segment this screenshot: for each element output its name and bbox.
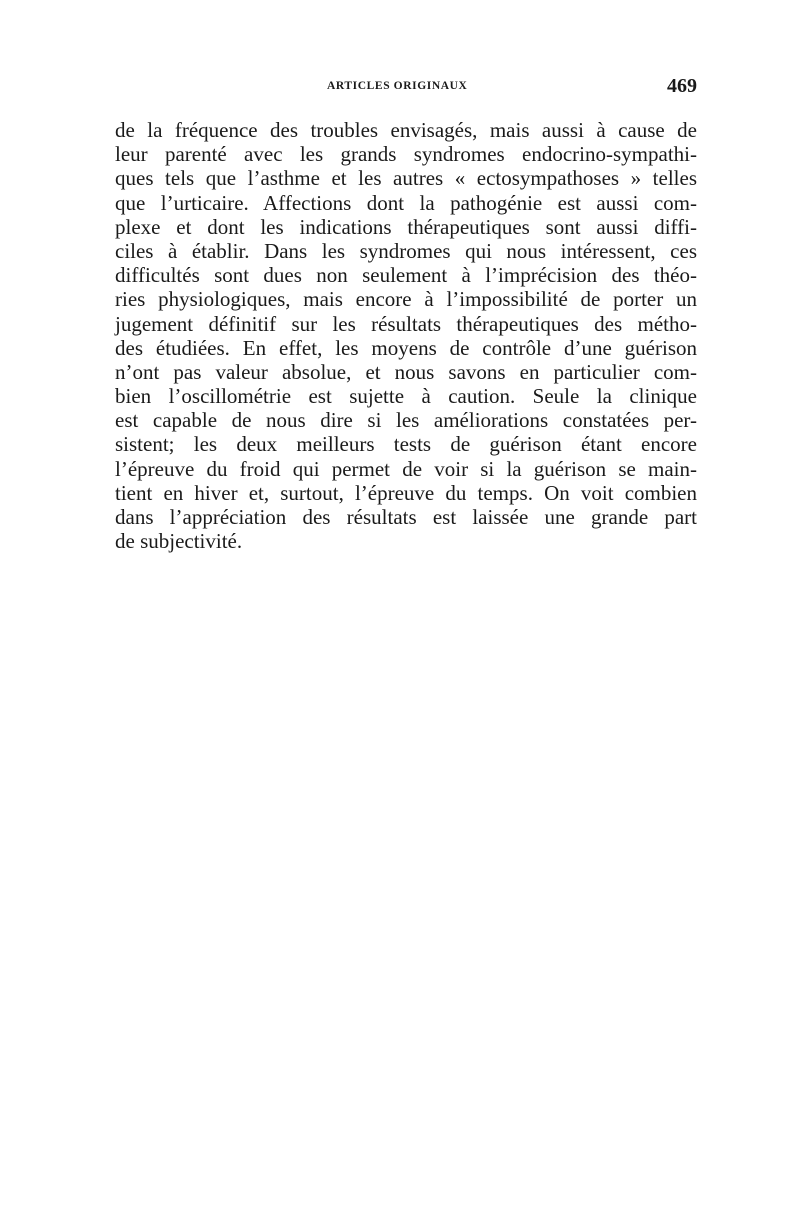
text-line: de la fréquence des troubles envisagés, mais aussi à cause de bbox=[115, 118, 697, 142]
text-line: que l’urticaire. Affections dont la pathogénie est aussi com- bbox=[115, 190, 697, 215]
text-line: sistent; les deux meilleurs tests de guérison étant encore bbox=[115, 432, 697, 457]
page-header bbox=[115, 75, 697, 100]
text-line: dans l’appréciation des résultats est laissée une grande part bbox=[115, 505, 697, 529]
text-line: est capable de nous dire si les améliorations constatées per- bbox=[115, 408, 697, 433]
text-line: jugement définitif sur les résultats thérapeutiques des métho- bbox=[115, 311, 697, 336]
text-line: difficultés sont dues non seulement à l’imprécision des théo- bbox=[115, 263, 697, 288]
text-line: l’épreuve du froid qui permet de voir si la guérison se main- bbox=[115, 456, 697, 481]
text-line: leur parenté avec les grands syndromes endocrino-sympathi- bbox=[115, 142, 697, 167]
text-line: de subjectivité. bbox=[115, 529, 243, 554]
text-line: ries physiologiques, mais encore à l’impossibilité de porter un bbox=[115, 287, 697, 312]
page-number: 469 bbox=[667, 75, 697, 97]
text-line: ques tels que l’asthme et les autres « ectosympathoses » telles bbox=[115, 166, 697, 191]
running-head: ARTICLES ORIGINAUX bbox=[327, 80, 468, 92]
text-line: n’ont pas valeur absolue, et nous savons en particulier com- bbox=[115, 359, 697, 384]
text-line: tient en hiver et, surtout, l’épreuve du temps. On voit combien bbox=[115, 480, 697, 505]
text-line: ciles à établir. Dans les syndromes qui nous intéressent, ces bbox=[115, 238, 697, 263]
body-paragraph bbox=[115, 118, 697, 553]
text-line: des étudiées. En effet, les moyens de contrôle d’une guérison bbox=[115, 335, 697, 360]
text-line: plexe et dont les indications thérapeutiques sont aussi diffi- bbox=[115, 214, 697, 239]
text-line: bien l’oscillométrie est sujette à caution. Seule la clinique bbox=[115, 384, 697, 409]
